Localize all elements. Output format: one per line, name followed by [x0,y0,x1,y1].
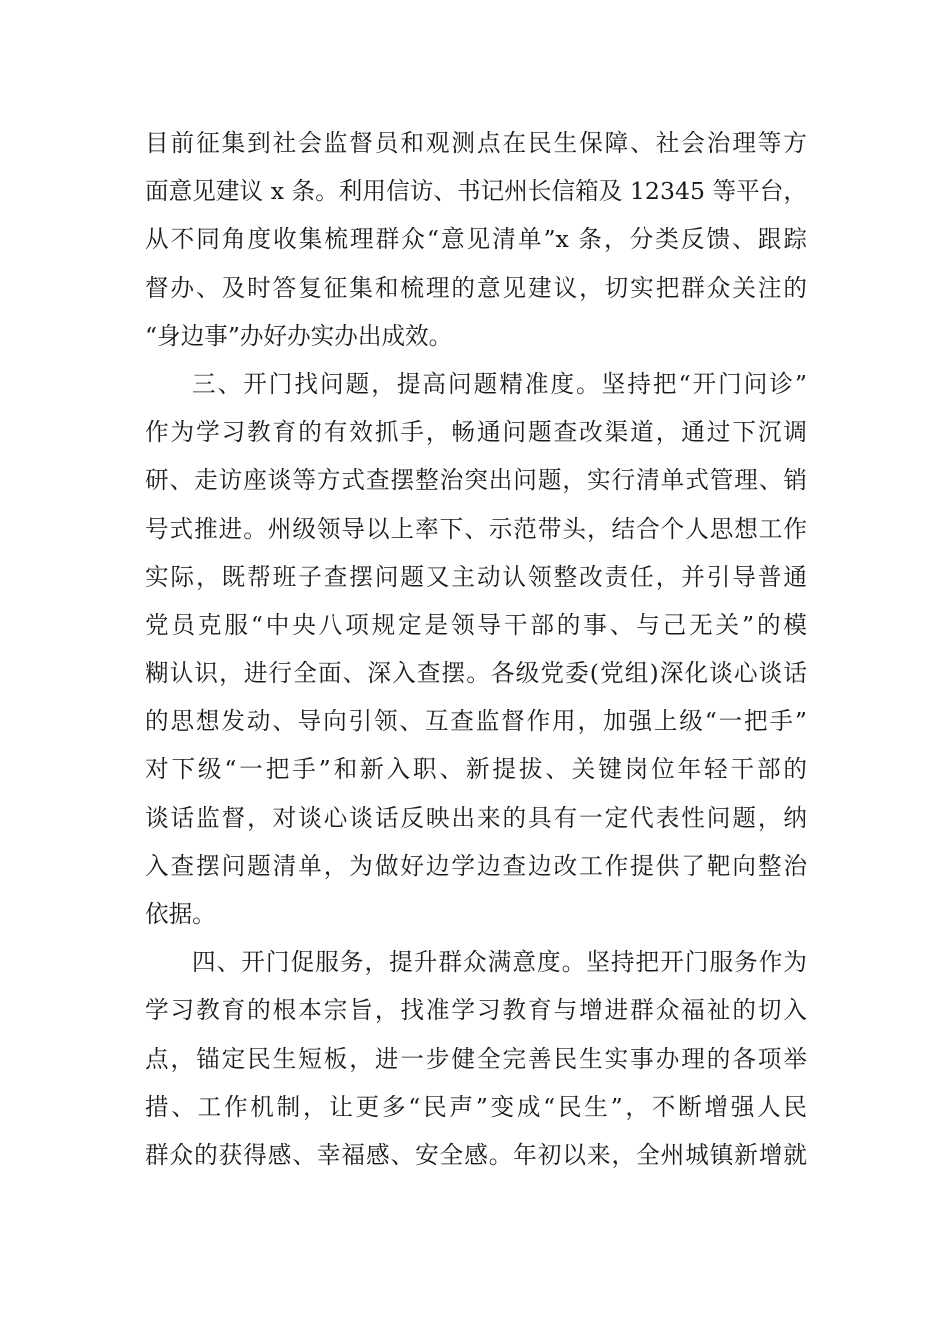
text-line: 学习教育的根本宗旨，找准学习教育与增进群众福祉的切入 [145,996,807,1025]
text-line: 的思想发动、导向引领、互查监督作用，加强上级“一把手” [145,707,807,736]
text-line: 目前征集到社会监督员和观测点在民生保障、社会治理等方 [145,129,807,157]
text-line: “身边事”办好办实办出成效。 [145,321,453,350]
text-line: 研、走访座谈等方式查摆整治突出问题，实行清单式管理、销 [145,466,807,495]
text-line: 对下级“一把手”和新入职、新提拔、关键岗位年轻干部的 [145,755,807,784]
paragraph-section-four [145,938,807,1179]
text-line: 群众的获得感、幸福感、安全感。年初以来，全州城镇新增就 [145,1140,807,1169]
text-line: 党员克服“中央八项规定是领导干部的事、与己无关”的模 [145,610,807,639]
text-line: 入查摆问题清单，为做好边学边查边改工作提供了靶向整治 [145,851,807,880]
text-line: 措、工作机制，让更多“民声”变成“民生”，不断增强人民 [145,1092,807,1121]
text-line: 从不同角度收集梳理群众“意见清单”x 条，分类反馈、跟踪 [145,225,807,254]
paragraph-opinion-collection [145,119,807,360]
text-line: 面意见建议 x 条。利用信访、书记州长信箱及 12345 等平台， [145,177,807,206]
text-line: 依据。 [145,900,216,928]
document-page [145,119,807,1179]
text-line: 作为学习教育的有效抓手，畅通问题查改渠道，通过下沉调 [145,418,807,447]
paragraph-section-three [145,360,807,938]
text-line: 号式推进。州级领导以上率下、示范带头，结合个人思想工作 [145,514,807,543]
text-line: 糊认识，进行全面、深入查摆。各级党委(党组)深化谈心谈话 [145,659,807,688]
section-heading-line: 三、开门找问题，提高问题精准度。坚持把“开门问诊” [192,369,807,398]
text-line: 督办、及时答复征集和梳理的意见建议，切实把群众关注的 [145,273,807,302]
section-heading-line: 四、开门促服务，提升群众满意度。坚持把开门服务作为 [192,948,807,977]
text-line: 实际，既帮班子查摆问题又主动认领整改责任，并引导普通 [145,562,807,591]
text-line: 谈话监督，对谈心谈话反映出来的具有一定代表性问题，纳 [145,803,807,832]
text-line: 点，锚定民生短板，进一步健全完善民生实事办理的各项举 [145,1044,807,1073]
